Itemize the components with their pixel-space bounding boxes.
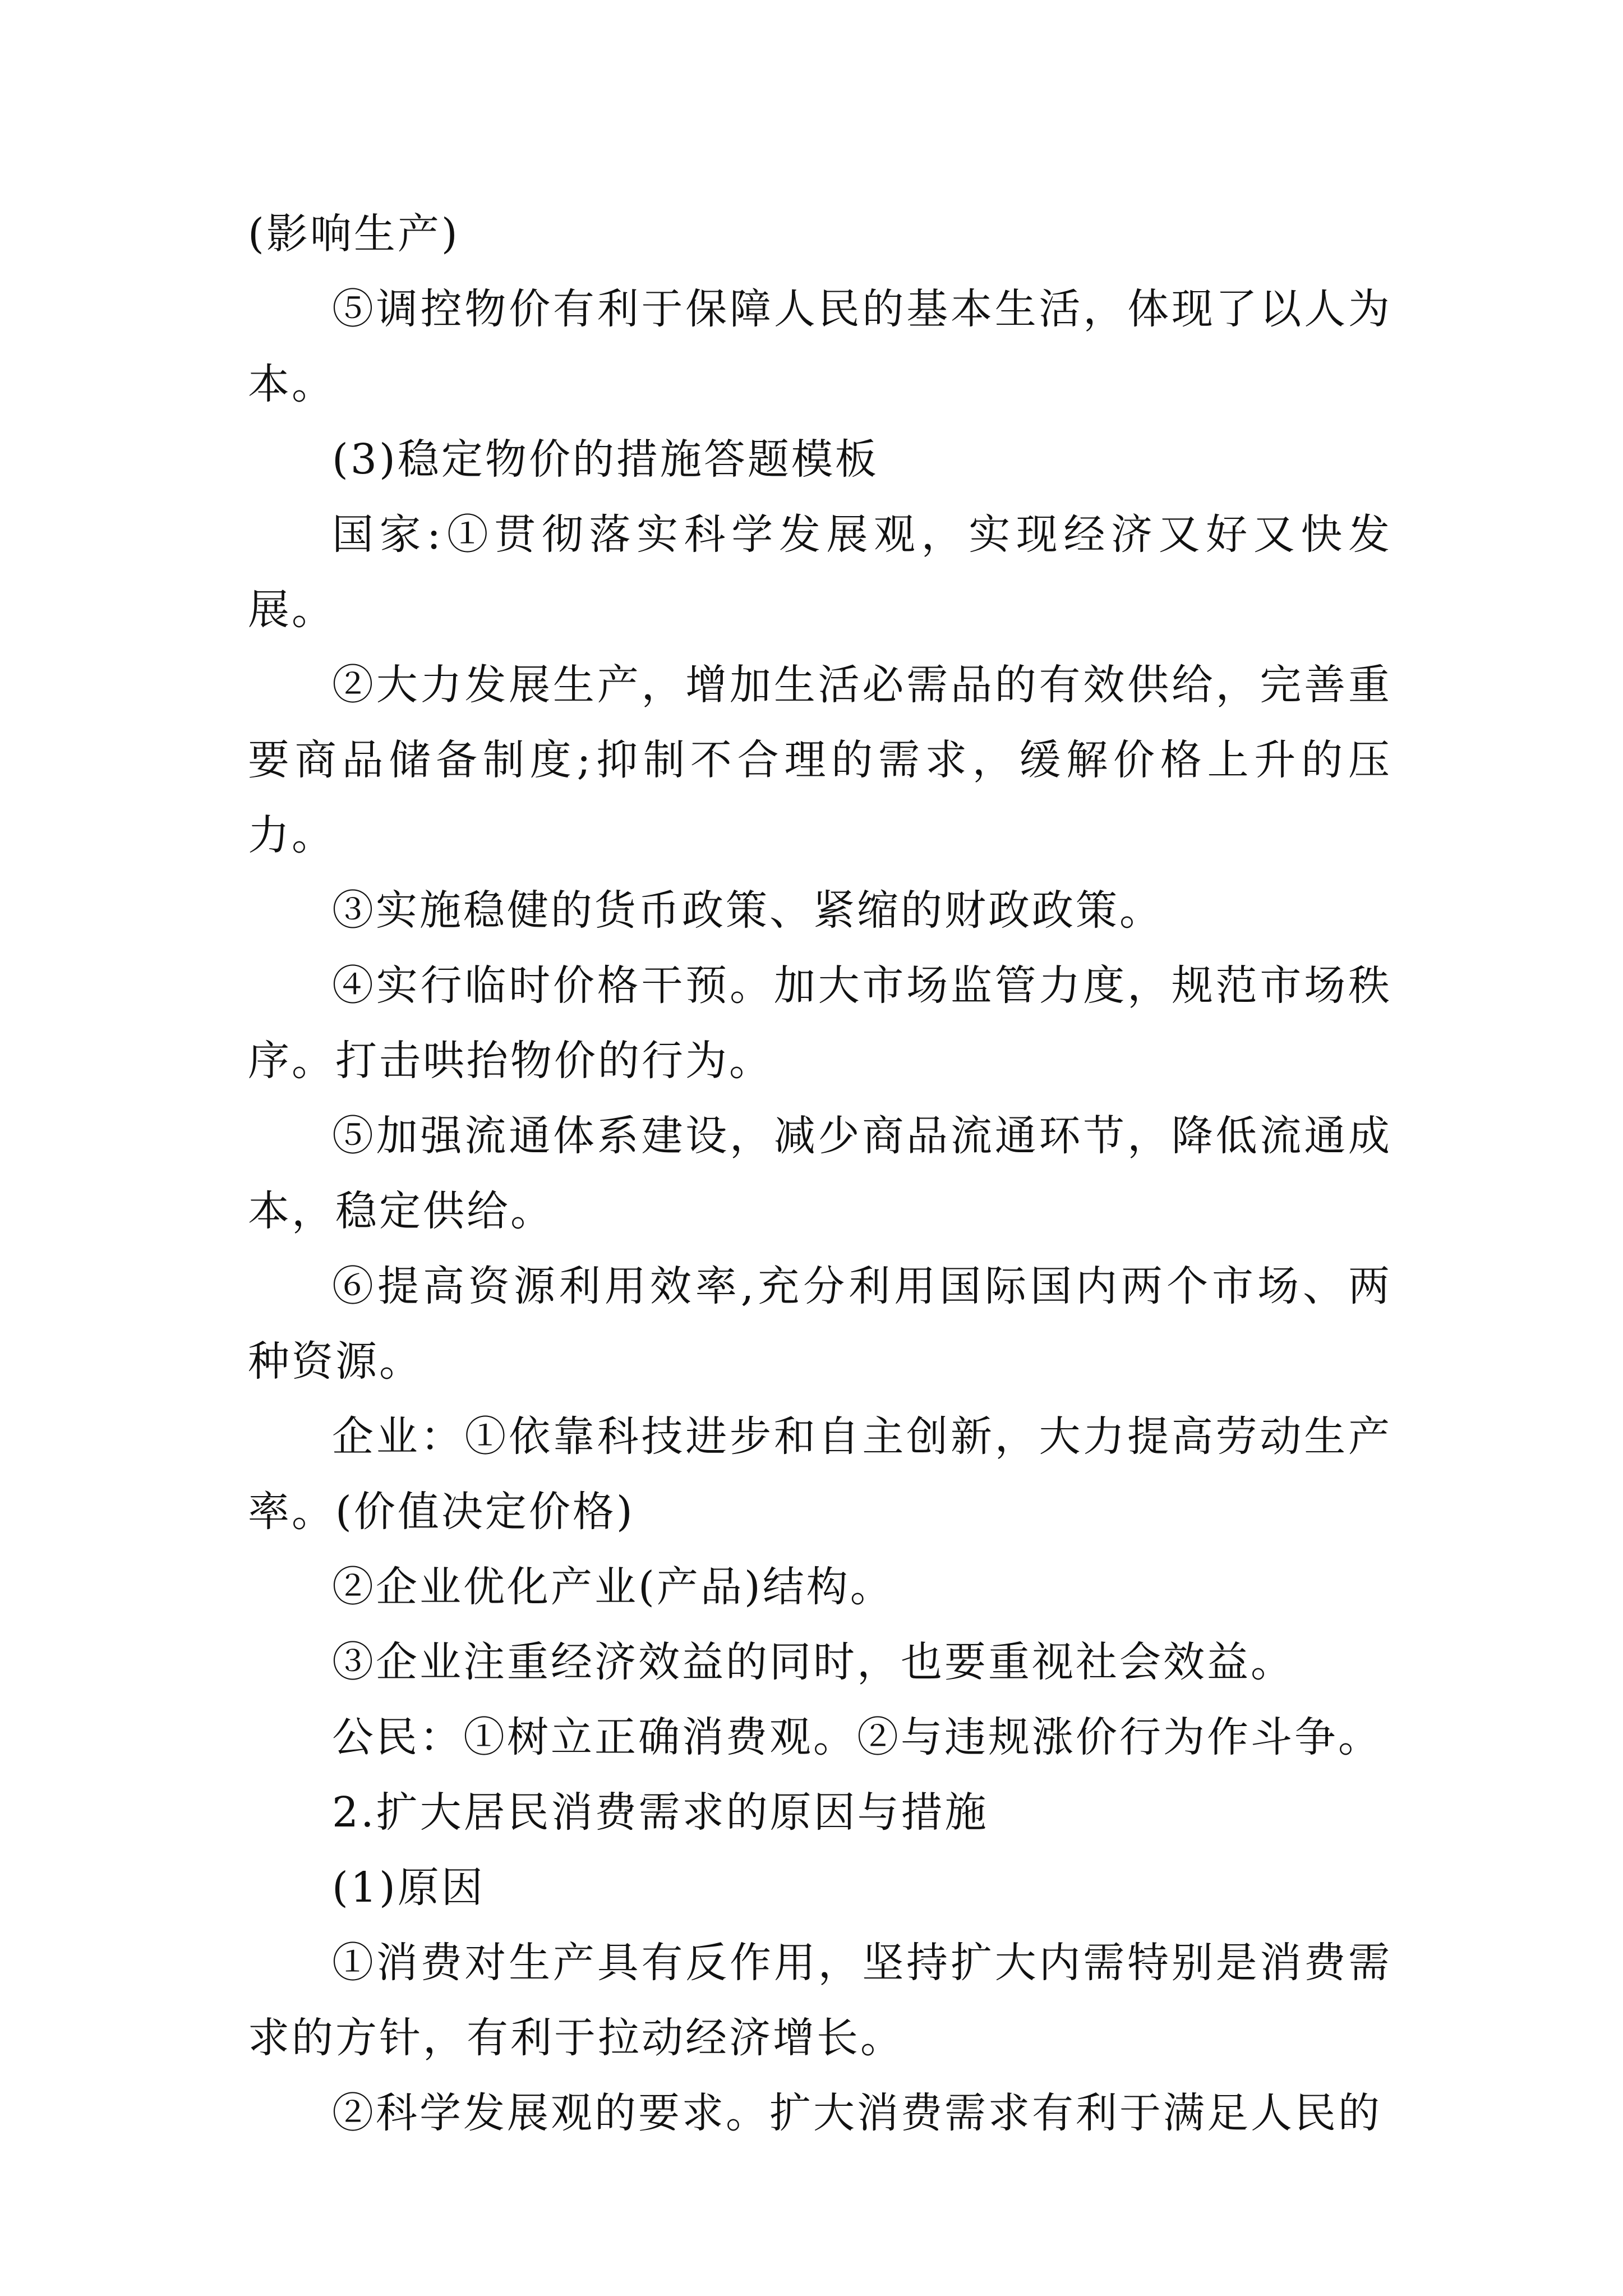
paragraph: ⑤加强流通体系建设，减少商品流通环节，降低流通成本，稳定供给。 [248, 1112, 1392, 1235]
paragraph: (影响生产) [248, 210, 460, 258]
document-body [248, 196, 1392, 2151]
paragraph: ②大力发展生产，增加生活必需品的有效供给，完善重要商品储备制度;抑制不合理的需求，缓解价格上升的压力。 [248, 661, 1392, 859]
paragraph: (3)稳定物价的措施答题模板 [332, 435, 879, 484]
paragraph: 2.扩大居民消费需求的原因与措施 [332, 1788, 989, 1837]
paragraph: ①消费对生产具有反作用，坚持扩大内需特别是消费需求的方针，有利于拉动经济增长。 [248, 1939, 1392, 2062]
paragraph: ⑤调控物价有利于保障人民的基本生活，体现了以人为本。 [248, 285, 1392, 408]
paragraph: ③实施稳健的货币政策、紧缩的财政政策。 [332, 886, 1163, 935]
paragraph: (1)原因 [332, 1864, 485, 1912]
paragraph: ④实行临时价格干预。加大市场监管力度，规范市场秩序。打击哄抬物价的行为。 [248, 961, 1392, 1085]
paragraph: ⑥提高资源利用效率,充分利用国际国内两个市场、两种资源。 [248, 1262, 1392, 1386]
paragraph: 国家:①贯彻落实科学发展观，实现经济又好又快发展。 [248, 510, 1392, 634]
paragraph: ③企业注重经济效益的同时，也要重视社会效益。 [332, 1638, 1294, 1686]
paragraph: ②企业优化产业(产品)结构。 [332, 1563, 894, 1611]
paragraph: 企业：①依靠科技进步和自主创新，大力提高劳动生产率。(价值决定价格) [248, 1412, 1392, 1536]
paragraph: 公民：①树立正确消费观。②与违规涨价行为作斗争。 [332, 1713, 1382, 1761]
paragraph: ②科学发展观的要求。扩大消费需求有利于满足人民的 [332, 2089, 1382, 2137]
